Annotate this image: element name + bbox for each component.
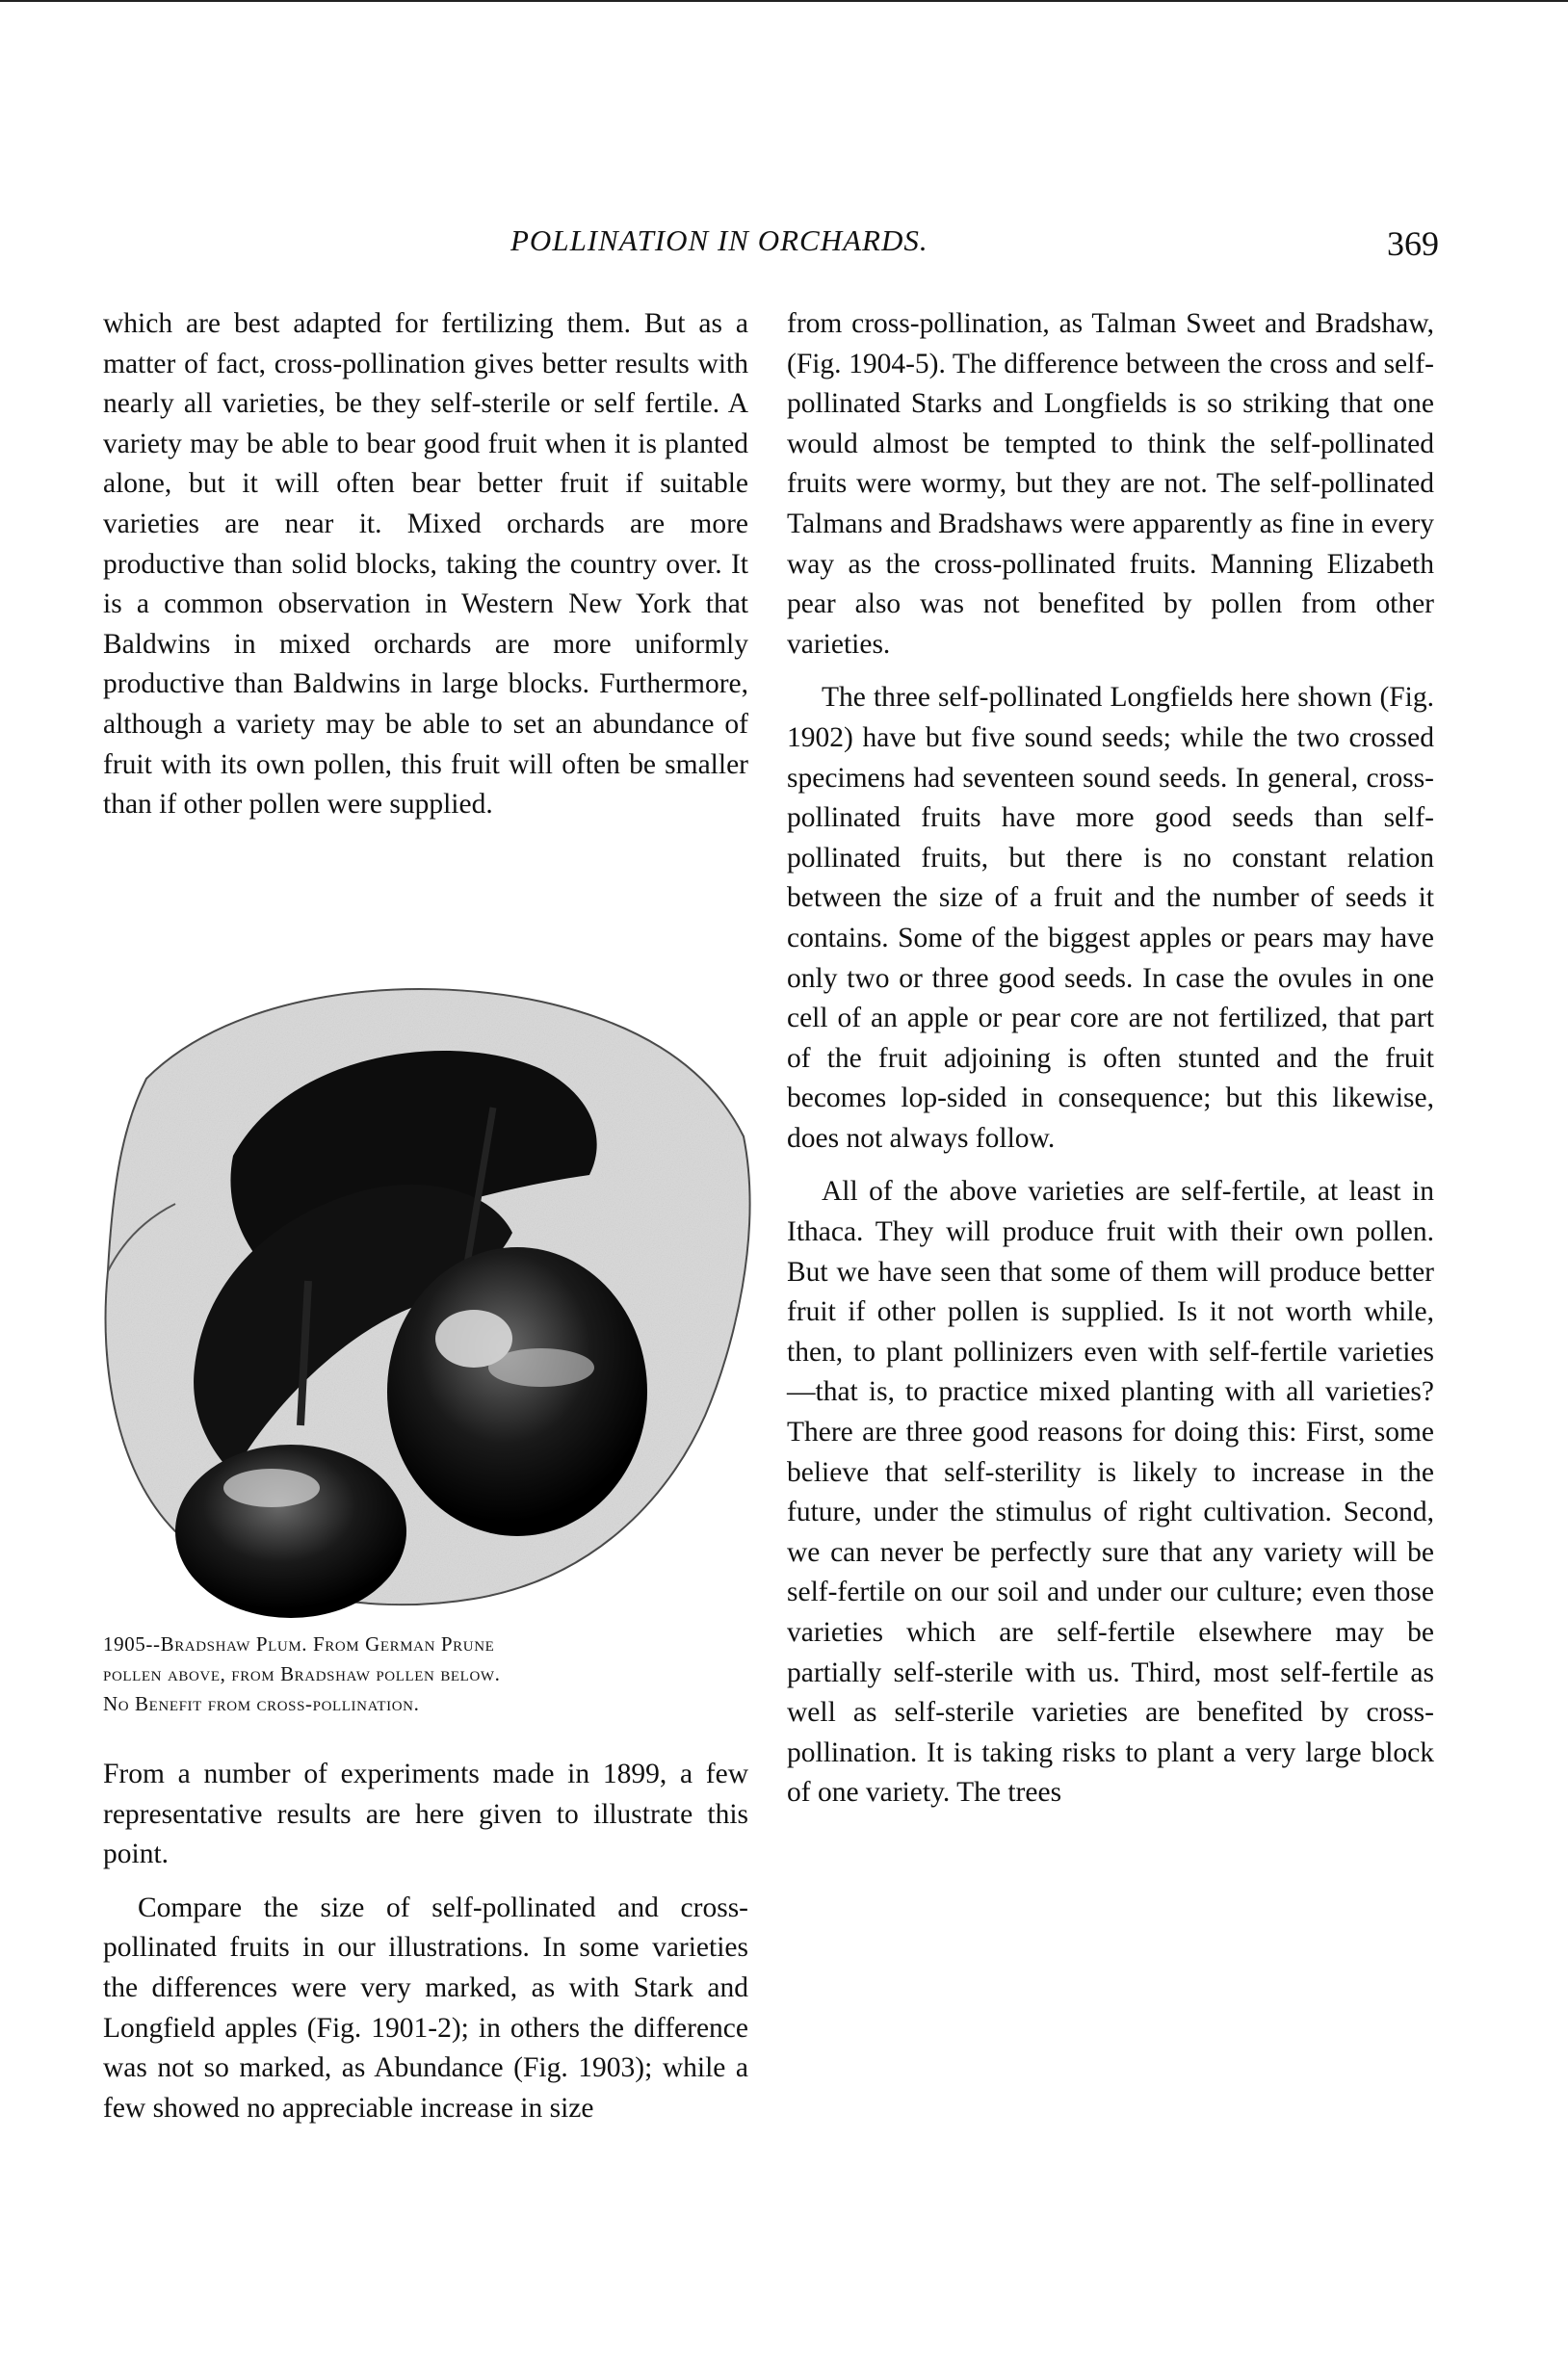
right-column (787, 304, 1434, 1827)
running-head: POLLINATION IN ORCHARDS. (510, 223, 928, 257)
page-number: 369 (1387, 224, 1439, 263)
caption-line: pollen above, from Bradshaw pollen below. (103, 1662, 501, 1685)
body-paragraph: from cross-pollination, as Talman Sweet and Bradshaw, (Fig. 1904-5). The difference between the cross and self-pollinated Starks and Longfields is so striking that one would almost be tempted to think the self-pollinated fruits were wormy, but they are not. The self-pollinated Talmans and Bradshaws were apparently as fine in every way as the cross-pollinated fruits. Manning Elizabeth pear also was not benefited by pollen from other varieties. (787, 308, 1434, 660)
body-paragraph: which are best adapted for fertilizing them. But as a matter of fact, cross-pollination gives better results with nearly all varieties, be they self-sterile or self fertile. A variety may be able to bear good fruit when it is planted alone, but it will often bear better fruit if suitable varieties are near it. Mixed orchards are more productive than solid blocks, taking the country over. It is a common observation in Western New York that Baldwins in mixed orchards are more uniformly productive than Baldwins in large blocks. Furthermore, although a variety may be able to set an abundance of fruit with its own pollen, this fruit will often be smaller than if other pollen were supplied. (103, 308, 748, 821)
top-border-line (0, 0, 1568, 2)
body-paragraph: The three self-pollinated Longfields here shown (Fig. 1902) have but five sound seeds; while the two crossed specimens had seventeen sound seeds. In general, cross-pollinated fruits have more good seeds than self-pollinated fruits, but there is no constant relation between the size of a fruit and the number of seeds it contains. Some of the biggest apples or pears may have only two or three good seeds. In case the ovules in one cell of an apple or pear core are not fertilized, that part of the fruit adjoining is often stunted and the fruit becomes lop-sided in consequence; but this likewise, does not always follow. (787, 682, 1434, 1154)
body-paragraph: All of the above varieties are self-fertile, at least in Ithaca. They will produce fruit with their own pollen. But we have seen that some of them will produce better fruit if other pollen is supplied. Is it not worth while, then, to plant pollinizers even with self-fertile varieties—that is, to practice mixed planting with all varieties? There are three good reasons for doing this: First, some believe that self-sterility is likely to increase in the future, under the stimulus of right cultivation. Second, we can never be perfectly sure that any variety will be self-fertile on our soil and under our culture; even those varieties which are self-fertile elsewhere may be partially self-sterile with us. Third, most self-fertile as well as self-sterile varieties are benefited by cross-pollination. It is taking risks to plant a very large block of one variety. The trees (787, 1176, 1434, 1809)
body-paragraph: From a number of experiments made in 1899, a few representative results are here given to illustrate this point. (103, 1759, 748, 1870)
left-column-bottom (103, 1755, 748, 2142)
caption-line: 1905--Bradshaw Plum. From German Prune (103, 1632, 495, 1656)
plum-photo-illustration (89, 963, 763, 1618)
left-column-top (103, 304, 748, 839)
figure-caption (103, 1630, 748, 1719)
body-paragraph: Compare the size of self-pollinated and cross-pollinated fruits in our illustrations. In some varieties the differences were very marked, as with Stark and Longfield apples (Fig. 1901-2); in others the difference was not so marked, as Abundance (Fig. 1903); while a few showed no appreciable increase in size (103, 1891, 748, 2124)
plum-photograph (89, 963, 763, 1618)
caption-line: No Benefit from cross-pollination. (103, 1692, 420, 1715)
